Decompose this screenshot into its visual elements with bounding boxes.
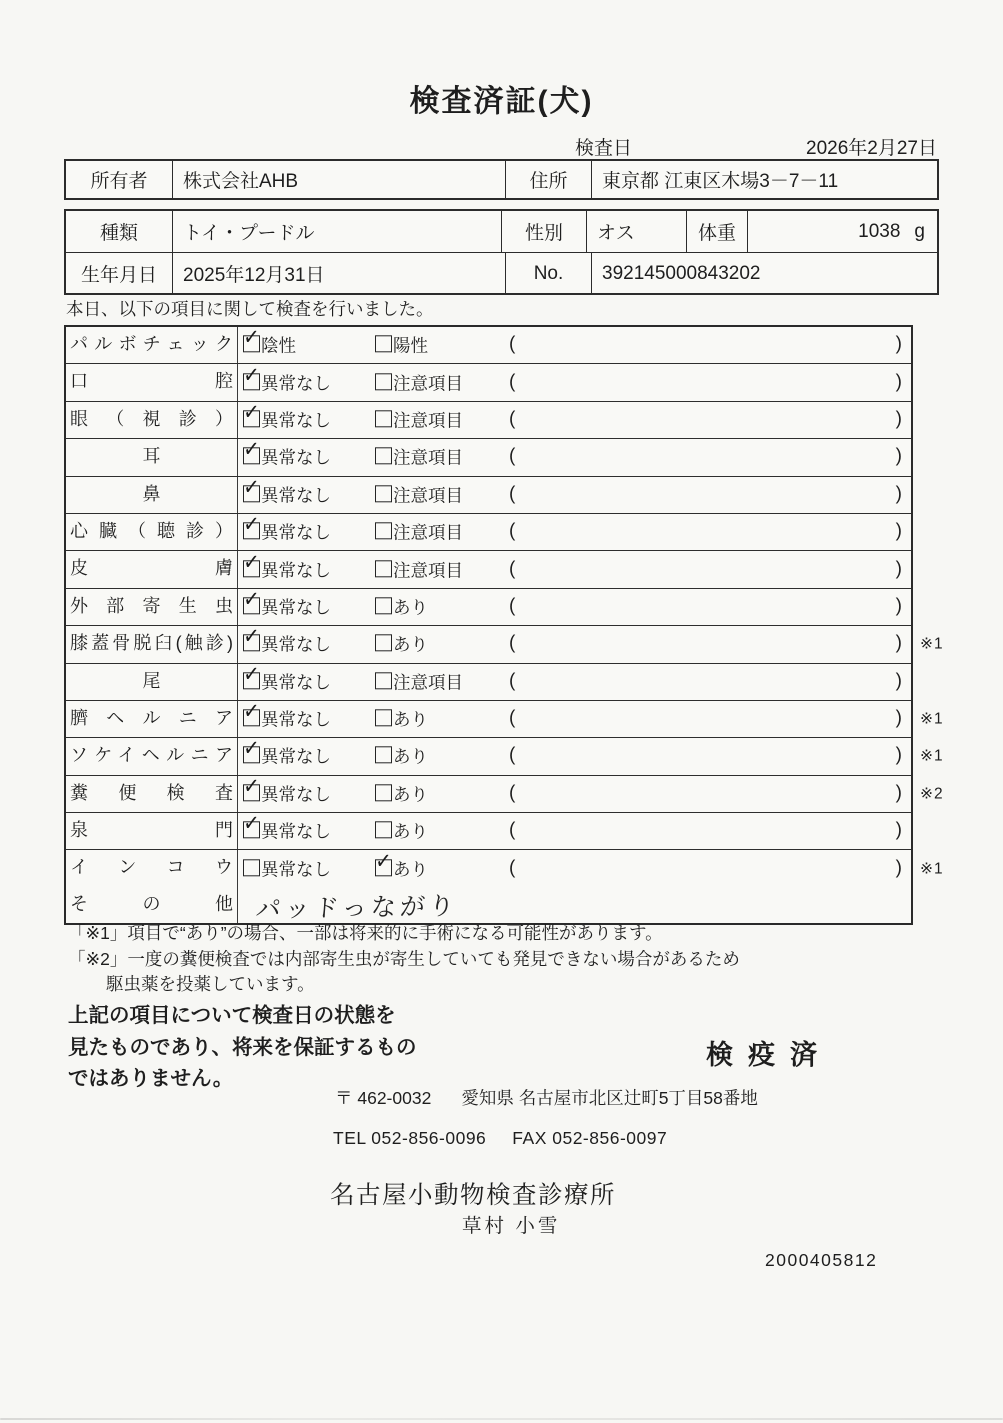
remarks-paren-open: ( — [509, 445, 516, 467]
disclaimer-line-3: ではありません。 — [68, 1067, 234, 1090]
exam-row — [66, 812, 911, 849]
weight-value: 1038 — [858, 220, 901, 242]
result-checkbox-2 — [375, 410, 392, 427]
owner-value: 株式会社AHB — [172, 161, 505, 198]
disclaimer-line-2: 見たものであり、将来を保証するもの — [68, 1035, 417, 1059]
exam-row-content — [238, 514, 911, 550]
exam-row — [66, 663, 911, 700]
remarks-paren-open: ( — [509, 558, 516, 580]
result-option-1-label: 異常なし — [261, 746, 331, 767]
footnote-2-line1: 「※2」一度の糞便検査では内部寄生虫が寄生していても発見できない場合があるため — [68, 949, 740, 969]
clinic-tel: TEL 052-856-0096 — [333, 1128, 487, 1148]
owner-label: 所有者 — [90, 171, 148, 192]
result-option-2-label: あり — [393, 784, 428, 805]
weight-value-cell — [747, 211, 937, 252]
result-option-2-label: あり — [393, 746, 428, 767]
result-option-1-label: 異常なし — [261, 859, 331, 880]
footnote-marker: ※1 — [920, 860, 944, 878]
exam-row-content — [238, 887, 911, 923]
exam-item-label: 泉門 — [66, 813, 238, 849]
exam-row-content — [238, 850, 911, 886]
clinic-phone-row — [333, 1128, 667, 1149]
clinic-address: 愛知県 名古屋市北区辻町5丁目58番地 — [461, 1088, 758, 1108]
result-checkbox-2 — [375, 822, 392, 839]
result-option-2-label: 注意項目 — [393, 447, 463, 468]
exam-date-label: 検査日 — [575, 138, 633, 159]
remarks-paren-open: ( — [509, 670, 516, 692]
remarks-paren-close: ) — [895, 371, 902, 393]
result-checkbox-1 — [243, 522, 260, 539]
result-checkbox-1 — [243, 747, 260, 764]
result-option-2-label: あり — [393, 821, 428, 842]
exam-row — [66, 625, 944, 662]
address-value: 東京都 江東区木場3－7－11 — [591, 161, 937, 198]
result-option-2-label: 注意項目 — [393, 672, 463, 693]
result-option-2-label: あり — [393, 709, 428, 730]
exam-row — [66, 401, 911, 438]
result-checkbox-2 — [375, 373, 392, 390]
result-checkbox-1 — [243, 822, 260, 839]
birthdate-label: 生年月日 — [80, 265, 157, 286]
exam-item-label: ソケイヘルニア — [66, 738, 238, 774]
result-checkbox-1 — [243, 635, 260, 652]
exam-row — [66, 550, 911, 587]
sex-value: オス — [586, 211, 686, 252]
result-checkbox-2 — [375, 560, 392, 577]
remarks-paren-open: ( — [509, 371, 516, 393]
result-option-1-label: 異常なし — [261, 560, 331, 581]
exam-row — [66, 737, 944, 774]
clinic-address-row — [335, 1085, 758, 1110]
exam-row-content — [238, 589, 911, 625]
result-option-2-label: あり — [393, 634, 428, 655]
exam-row-other — [66, 887, 911, 923]
remarks-paren-open: ( — [509, 782, 516, 804]
exam-row-content — [238, 701, 911, 737]
exam-row-content — [238, 364, 911, 400]
result-checkbox-1 — [243, 335, 260, 352]
remarks-paren-close: ) — [895, 707, 902, 729]
result-checkbox-2 — [375, 672, 392, 689]
exam-item-label: パルボチェック — [66, 327, 238, 363]
exam-row — [66, 513, 911, 550]
exam-row-content — [238, 402, 911, 438]
result-option-1-label: 異常なし — [261, 784, 331, 805]
weight-unit: g — [914, 220, 925, 242]
breed-label: 種類 — [99, 223, 138, 244]
exam-table-rows — [66, 327, 944, 887]
serial-number: 2000405812 — [765, 1250, 878, 1270]
exam-item-label: その他 — [66, 887, 238, 923]
exam-row — [66, 588, 911, 625]
intro-statement: 本日、以下の項目に関して検査を行いました。 — [66, 299, 434, 319]
clinic-postal-code: 〒 462-0032 — [335, 1088, 432, 1108]
exam-item-label: 心臓（聴診） — [66, 514, 238, 550]
exam-row-content — [238, 439, 911, 475]
result-option-2-label: 注意項目 — [393, 410, 463, 431]
result-checkbox-1 — [243, 410, 260, 427]
remarks-paren-open: ( — [509, 408, 516, 430]
exam-row — [66, 700, 944, 737]
exam-item-label: 糞便検査 — [66, 776, 238, 812]
remarks-paren-close: ) — [895, 445, 902, 467]
sex-label: 性別 — [501, 211, 586, 252]
result-option-2-label: あり — [393, 597, 428, 618]
exam-item-label: 鼻 — [66, 477, 238, 513]
result-checkbox-1 — [243, 373, 260, 390]
exam-row-content — [238, 551, 911, 587]
exam-item-label: 膝蓋骨脱臼(触診) — [66, 626, 238, 662]
result-checkbox-1 — [243, 448, 260, 465]
exam-item-label: 外部寄生虫 — [66, 589, 238, 625]
footnote-1: 「※1」項目で“あり”の場合、一部は将来的に手術になる可能性があります。 — [68, 923, 663, 943]
exam-item-label: 尾 — [66, 664, 238, 700]
remarks-paren-close: ) — [895, 595, 902, 617]
result-option-2-label: 注意項目 — [393, 373, 463, 394]
page-title: 検査済証(犬) — [409, 85, 594, 118]
exam-item-label: 口腔 — [66, 364, 238, 400]
weight-label: 体重 — [686, 211, 747, 252]
owner-table — [64, 159, 939, 200]
remarks-paren-close: ) — [895, 520, 902, 542]
exam-row — [66, 327, 911, 363]
remarks-paren-close: ) — [895, 483, 902, 505]
result-checkbox-1 — [243, 859, 260, 876]
exam-row-content — [238, 664, 911, 700]
exam-row — [66, 775, 944, 812]
remarks-paren-open: ( — [509, 707, 516, 729]
remarks-paren-open: ( — [509, 520, 516, 542]
exam-row — [66, 849, 944, 886]
birthdate-value: 2025年12月31日 — [172, 253, 505, 294]
id-number-label: No. — [505, 253, 591, 294]
result-checkbox-2 — [375, 485, 392, 502]
remarks-paren-close: ) — [895, 408, 902, 430]
result-option-2-label: 注意項目 — [393, 485, 463, 506]
result-checkbox-2 — [375, 335, 392, 352]
result-option-2-label: あり — [393, 859, 428, 880]
result-checkbox-1 — [243, 560, 260, 577]
footnote-marker: ※2 — [920, 785, 944, 803]
exam-results-table — [64, 325, 944, 925]
remarks-paren-open: ( — [509, 483, 516, 505]
quarantine-done-stamp: 検疫済 — [706, 1040, 832, 1070]
clinic-fax: FAX 052-856-0097 — [512, 1128, 668, 1148]
remarks-paren-close: ) — [895, 333, 902, 355]
exam-row — [66, 476, 911, 513]
result-option-1-label: 陰性 — [261, 335, 296, 356]
result-option-2-label: 注意項目 — [393, 560, 463, 581]
remarks-paren-close: ) — [895, 857, 902, 879]
footnote-2-line2: 駆虫薬を投薬しています。 — [106, 974, 315, 994]
exam-row — [66, 438, 911, 475]
result-checkbox-2 — [375, 784, 392, 801]
result-option-1-label: 異常なし — [261, 709, 331, 730]
result-checkbox-1 — [243, 709, 260, 726]
exam-date-value: 2026年2月27日 — [806, 138, 937, 159]
footnote-marker: ※1 — [920, 710, 944, 728]
exam-date-row — [575, 133, 937, 160]
remarks-paren-open: ( — [509, 632, 516, 654]
result-checkbox-2 — [375, 635, 392, 652]
remarks-paren-open: ( — [509, 745, 516, 767]
veterinarian-name: 草村 小雪 — [462, 1215, 561, 1237]
id-number-value: 392145000843202 — [591, 253, 937, 294]
remarks-paren-close: ) — [895, 819, 902, 841]
exam-item-label: 眼（視診） — [66, 402, 238, 438]
remarks-paren-close: ) — [895, 782, 902, 804]
disclaimer-text — [68, 1000, 417, 1095]
remarks-paren-open: ( — [509, 857, 516, 879]
result-checkbox-2 — [375, 747, 392, 764]
footnote-marker: ※1 — [920, 635, 944, 653]
result-option-1-label: 異常なし — [261, 410, 331, 431]
result-option-2-label: 注意項目 — [393, 522, 463, 543]
disclaimer-line-1: 上記の項目について検査日の状態を — [68, 1004, 396, 1027]
handwritten-other-value: パッドっながり — [254, 892, 459, 924]
result-checkbox-2 — [375, 522, 392, 539]
result-checkbox-2 — [375, 448, 392, 465]
result-checkbox-1 — [243, 485, 260, 502]
pet-info-table — [64, 209, 939, 295]
exam-row-content — [238, 477, 911, 513]
exam-row — [66, 363, 911, 400]
result-option-1-label: 異常なし — [261, 634, 331, 655]
exam-item-label: 皮膚 — [66, 551, 238, 587]
exam-item-label: 耳 — [66, 439, 238, 475]
remarks-paren-close: ) — [895, 632, 902, 654]
footnote-marker: ※1 — [920, 747, 944, 765]
result-checkbox-1 — [243, 597, 260, 614]
clinic-name: 名古屋小動物検査診療所 — [330, 1182, 616, 1209]
breed-value: トイ・プードル — [172, 211, 501, 252]
result-option-1-label: 異常なし — [261, 447, 331, 468]
result-checkbox-2 — [375, 859, 392, 876]
result-option-1-label: 異常なし — [261, 821, 331, 842]
exam-item-label: インコウ — [66, 850, 238, 886]
result-option-1-label: 異常なし — [261, 597, 331, 618]
remarks-paren-open: ( — [509, 819, 516, 841]
result-checkbox-2 — [375, 709, 392, 726]
result-checkbox-1 — [243, 784, 260, 801]
result-option-2-label: 陽性 — [393, 335, 428, 356]
remarks-paren-close: ) — [895, 558, 902, 580]
result-checkbox-2 — [375, 597, 392, 614]
remarks-paren-close: ) — [895, 670, 902, 692]
result-checkbox-1 — [243, 672, 260, 689]
result-option-1-label: 異常なし — [261, 522, 331, 543]
exam-row-content — [238, 327, 911, 363]
exam-item-label: 臍ヘルニア — [66, 701, 238, 737]
exam-row-content — [238, 626, 911, 662]
remarks-paren-open: ( — [509, 333, 516, 355]
result-option-1-label: 異常なし — [261, 373, 331, 394]
exam-row-content — [238, 776, 911, 812]
result-option-1-label: 異常なし — [261, 485, 331, 506]
address-label: 住所 — [505, 161, 591, 198]
exam-row-content — [238, 738, 911, 774]
remarks-paren-open: ( — [509, 595, 516, 617]
result-option-1-label: 異常なし — [261, 672, 331, 693]
remarks-paren-close: ) — [895, 745, 902, 767]
exam-row-content — [238, 813, 911, 849]
